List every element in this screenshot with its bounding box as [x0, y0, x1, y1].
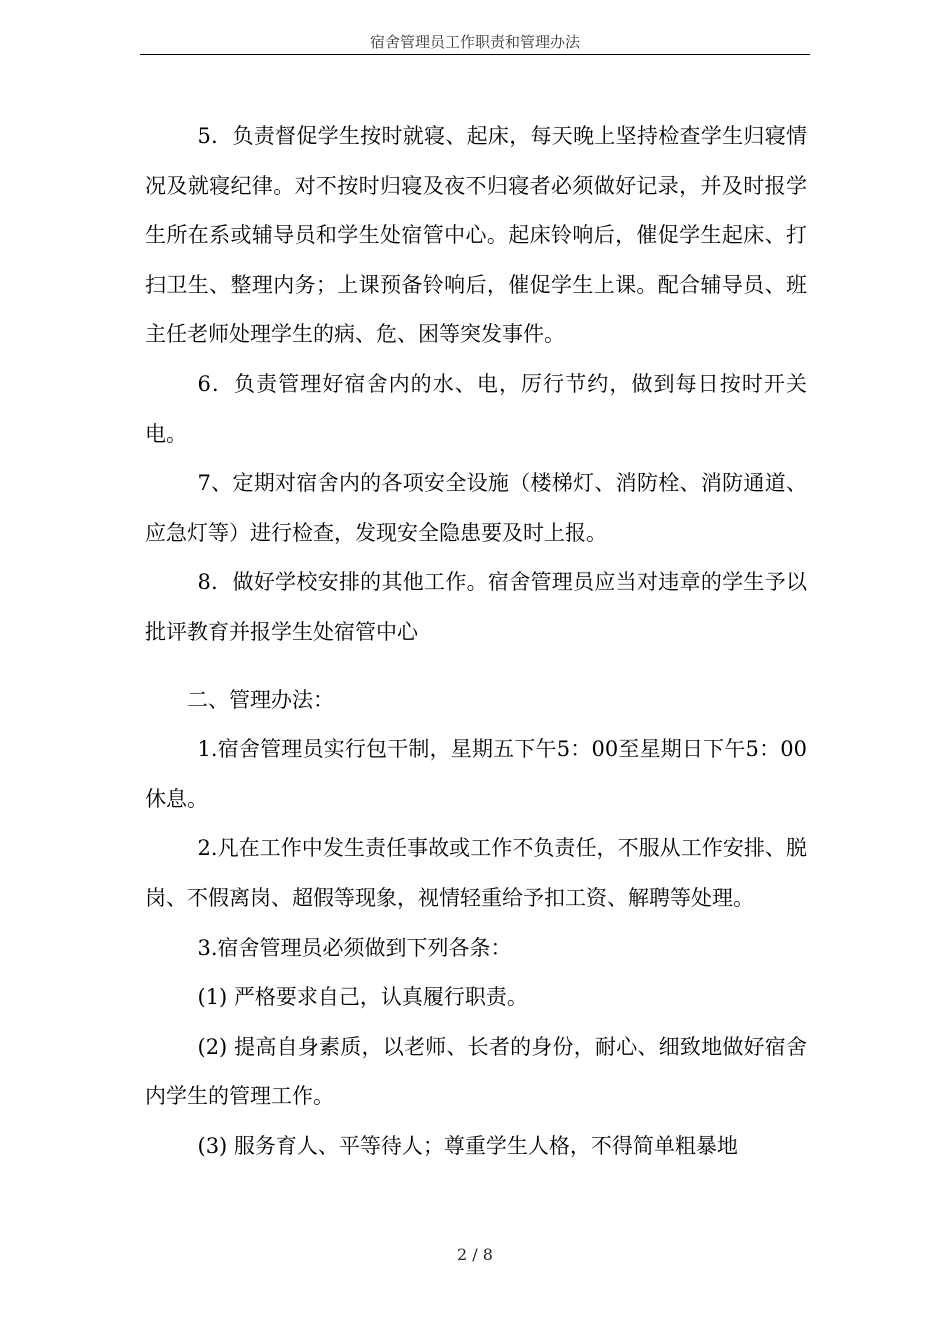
- paragraph-item-7: 7、定期对宿舍内的各项安全设施（楼梯灯、消防栓、消防通道、应急灯等）进行检查，发现安全隐患要及时上报。: [145, 471, 807, 545]
- management-item-3: 3.宿舍管理员必须做到下列各条：: [197, 935, 512, 960]
- management-item-1: 1.宿舍管理员实行包干制，星期五下午5：00至星期日下午5：00休息。: [145, 737, 807, 811]
- paragraph-item-6: 6．负责管理好宿舍内的水、电，厉行节约，做到每日按时开关电。: [145, 371, 807, 446]
- management-item-2: 2.凡在工作中发生责任事故或工作不负责任，不服从工作安排、脱岗、不假离岗、超假等现象，视情轻重给予扣工资、解聘等处理。: [145, 836, 807, 910]
- paragraph-item-8: 8．做好学校安排的其他工作。宿舍管理员应当对违章的学生予以批评教育并报学生处宿管中心: [145, 570, 807, 644]
- header-divider: [140, 54, 810, 55]
- management-subitem-2: (2) 提高自身素质，以老师、长者的身份，耐心、细致地做好宿舍内学生的管理工作。: [145, 1034, 807, 1109]
- section-heading-management: 二、管理办法：: [187, 687, 334, 712]
- management-subitem-3: (3) 服务育人、平等待人；尊重学生人格，不得简单粗暴地: [197, 1133, 738, 1158]
- page-header-title: 宿舍管理员工作职责和管理办法: [369, 33, 580, 51]
- management-subitem-1: (1) 严格要求自己，认真履行职责。: [197, 985, 528, 1010]
- paragraph-item-5: 5．负责督促学生按时就寝、起床，每天晚上坚持检查学生归寝情况及就寝纪律。对不按时归寝及夜不归寝者必须做好记录，并及时报学生所在系或辅导员和学生处宿管中心。起床铃响后，催促学生起床、打扫卫生、整理内务；上课预备铃响后，催促学生上课。配合辅导员、班主任老师处理学生的病、危、困等突发事件。: [145, 124, 807, 347]
- document-body: [145, 112, 807, 1171]
- page-number: 2 / 8: [457, 1245, 493, 1264]
